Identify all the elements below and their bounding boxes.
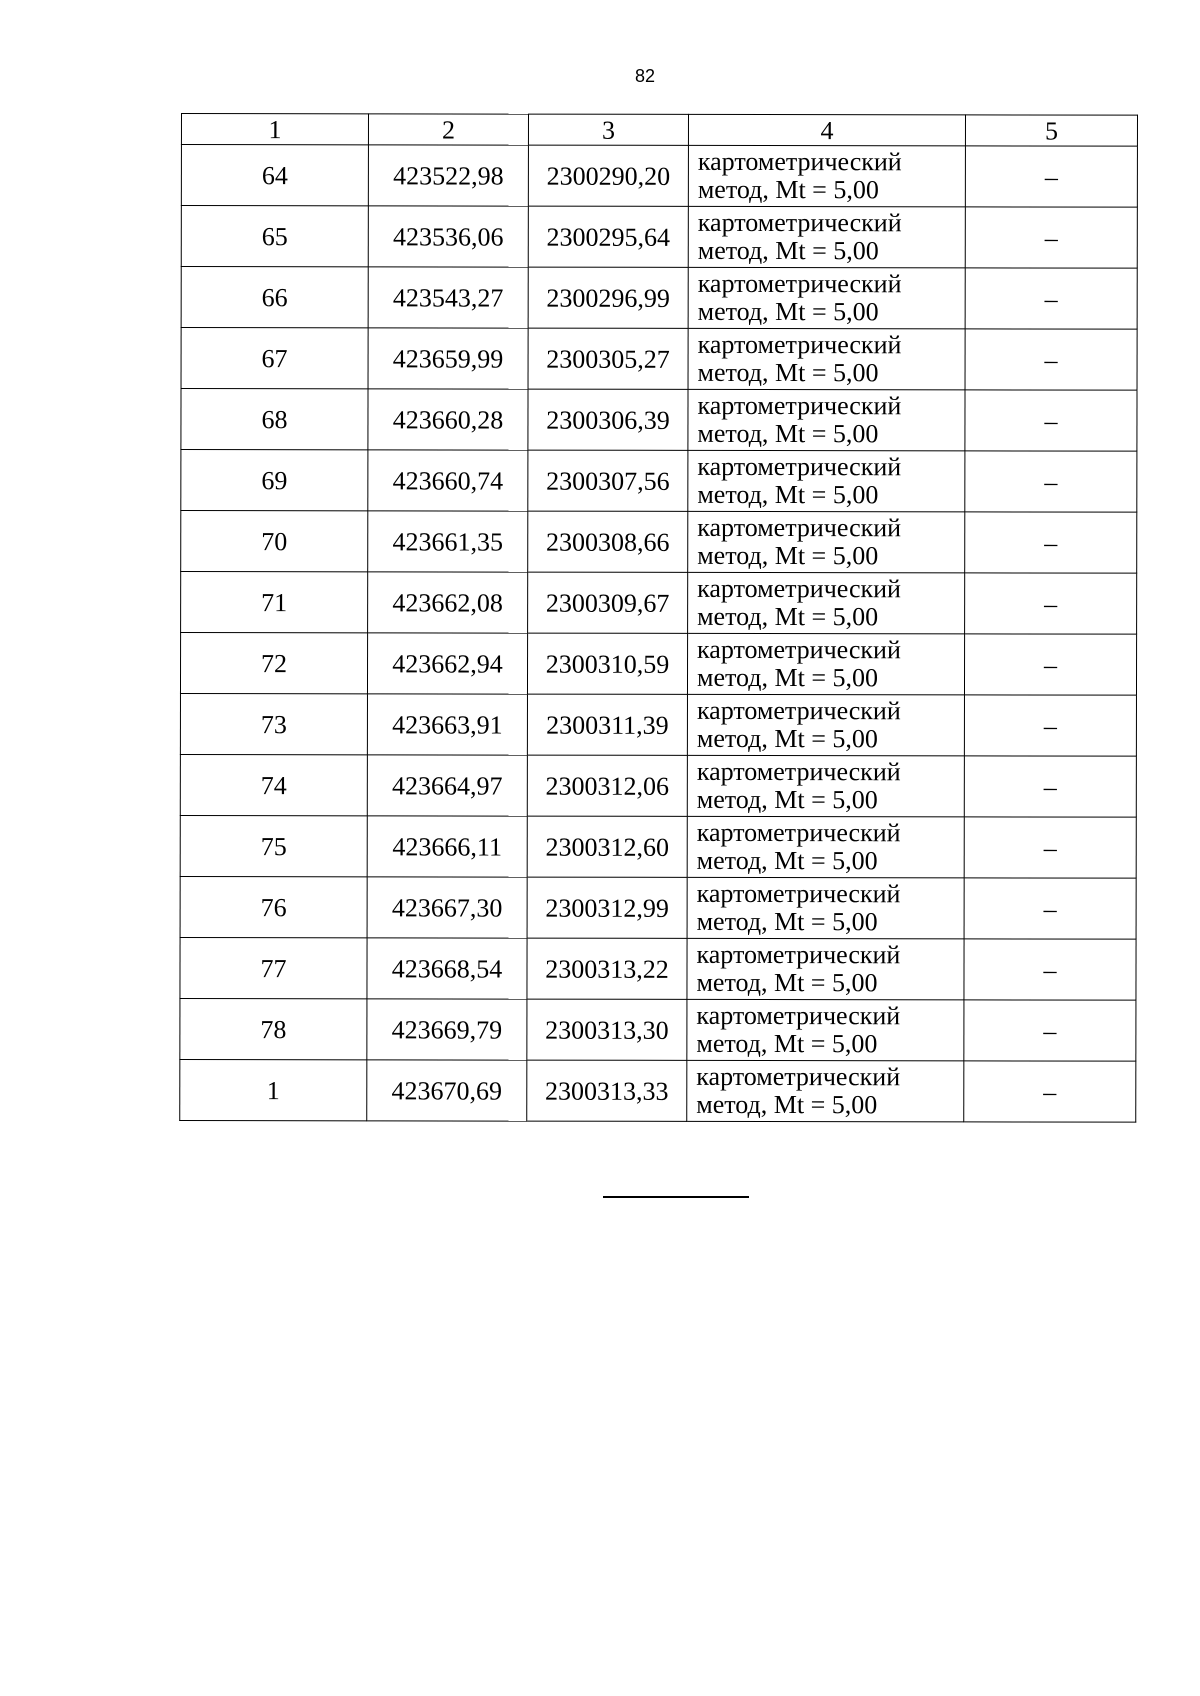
table-row	[181, 450, 1137, 513]
coordinates-table	[179, 113, 1138, 1123]
table-body	[180, 114, 1138, 1123]
method-accuracy-line: метод, Mt = 5,00	[697, 479, 879, 510]
method-cell	[688, 450, 965, 511]
y-coordinate-cell: 2300305,27	[528, 328, 688, 389]
table-row	[180, 754, 1136, 817]
header-cell-4: 4	[688, 114, 965, 145]
method-accuracy-line: метод, Mt = 5,00	[696, 967, 878, 998]
table-row	[181, 206, 1137, 269]
x-coordinate-cell: 423667,30	[367, 877, 527, 938]
method-name-line: картометрический	[697, 390, 902, 421]
point-number-cell: 69	[181, 450, 368, 511]
note-cell: –	[964, 817, 1136, 878]
x-coordinate-cell: 423670,69	[367, 1060, 527, 1121]
method-accuracy-line: метод, Mt = 5,00	[696, 723, 878, 754]
x-coordinate-cell: 423669,79	[367, 999, 527, 1060]
note-cell: –	[965, 207, 1137, 268]
point-number-cell: 77	[180, 937, 367, 998]
y-coordinate-cell: 2300313,33	[527, 1060, 687, 1121]
x-coordinate-cell: 423668,54	[367, 938, 527, 999]
method-cell	[688, 389, 965, 450]
y-coordinate-cell: 2300308,66	[528, 511, 688, 572]
y-coordinate-cell: 2300313,22	[527, 938, 687, 999]
note-cell: –	[964, 878, 1136, 939]
method-cell	[688, 206, 965, 267]
table-row	[181, 328, 1137, 391]
x-coordinate-cell: 423660,74	[368, 450, 528, 511]
point-number-cell: 78	[180, 998, 367, 1059]
point-number-cell: 71	[181, 572, 368, 633]
method-name-line: картометрический	[697, 512, 902, 543]
method-cell	[687, 694, 964, 755]
x-coordinate-cell: 423661,35	[368, 511, 528, 572]
method-name-line: картометрический	[696, 695, 901, 726]
method-name-line: картометрический	[696, 756, 901, 787]
table-row	[181, 572, 1137, 635]
method-name-line: картометрический	[696, 1000, 901, 1031]
table-row	[181, 267, 1137, 330]
note-cell: –	[965, 390, 1137, 451]
y-coordinate-cell: 2300311,39	[527, 694, 687, 755]
method-accuracy-line: метод, Mt = 5,00	[697, 357, 879, 388]
table-row	[180, 633, 1136, 696]
method-accuracy-line: метод, Mt = 5,00	[696, 845, 878, 876]
method-name-line: картометрический	[696, 878, 901, 909]
note-cell: –	[965, 268, 1137, 329]
table-row	[181, 145, 1137, 208]
y-coordinate-cell: 2300296,99	[528, 267, 688, 328]
method-cell	[687, 1060, 964, 1121]
method-accuracy-line: метод, Mt = 5,00	[697, 296, 879, 327]
point-number-cell: 64	[181, 145, 368, 206]
point-number-cell: 66	[181, 267, 368, 328]
method-name-line: картометрический	[697, 207, 902, 238]
method-name-line: картометрический	[697, 268, 902, 299]
method-cell	[688, 145, 965, 206]
note-cell: –	[964, 1000, 1136, 1061]
y-coordinate-cell: 2300312,99	[527, 877, 687, 938]
x-coordinate-cell: 423543,27	[368, 267, 528, 328]
note-cell: –	[965, 451, 1137, 512]
method-accuracy-line: метод, Mt = 5,00	[697, 418, 879, 449]
x-coordinate-cell: 423666,11	[367, 816, 527, 877]
table-header-row	[181, 114, 1137, 147]
note-cell: –	[964, 939, 1136, 1000]
y-coordinate-cell: 2300312,06	[527, 755, 687, 816]
method-accuracy-line: метод, Mt = 5,00	[696, 1028, 878, 1059]
method-cell	[687, 999, 964, 1060]
page-number: 82	[634, 66, 656, 86]
method-name-line: картометрический	[696, 939, 901, 970]
method-accuracy-line: метод, Mt = 5,00	[697, 174, 879, 205]
method-accuracy-line: метод, Mt = 5,00	[697, 601, 879, 632]
table-row	[181, 389, 1137, 452]
point-number-cell: 75	[180, 815, 367, 876]
method-cell	[688, 511, 965, 572]
point-number-cell: 73	[180, 694, 367, 755]
method-cell	[688, 572, 965, 633]
table-row	[181, 511, 1137, 574]
point-number-cell: 65	[181, 206, 368, 267]
method-name-line: картометрический	[697, 329, 902, 360]
note-cell: –	[965, 146, 1137, 207]
x-coordinate-cell: 423659,99	[368, 328, 528, 389]
method-name-line: картометрический	[697, 451, 902, 482]
table-row	[180, 815, 1136, 878]
y-coordinate-cell: 2300295,64	[528, 206, 688, 267]
y-coordinate-cell: 2300290,20	[528, 145, 688, 206]
method-cell	[688, 267, 965, 328]
method-cell	[687, 938, 964, 999]
method-name-line: картометрический	[697, 634, 901, 665]
y-coordinate-cell: 2300312,60	[527, 816, 687, 877]
method-accuracy-line: метод, Mt = 5,00	[696, 1089, 878, 1120]
x-coordinate-cell: 423536,06	[368, 206, 528, 267]
x-coordinate-cell: 423660,28	[368, 389, 528, 450]
y-coordinate-cell: 2300307,56	[528, 450, 688, 511]
note-cell: –	[964, 756, 1136, 817]
method-accuracy-line: метод, Mt = 5,00	[696, 784, 878, 815]
method-cell	[687, 877, 964, 938]
point-number-cell: 68	[181, 389, 368, 450]
method-name-line: картометрический	[696, 1061, 901, 1092]
y-coordinate-cell: 2300313,30	[527, 999, 687, 1060]
table-row	[180, 998, 1136, 1061]
method-cell	[687, 633, 964, 694]
note-cell: –	[964, 634, 1136, 695]
note-cell: –	[965, 512, 1137, 573]
point-number-cell: 1	[180, 1059, 367, 1120]
method-name-line: картометрический	[697, 573, 902, 604]
method-accuracy-line: метод, Mt = 5,00	[696, 662, 879, 693]
table-row	[180, 694, 1136, 757]
y-coordinate-cell: 2300310,59	[527, 633, 687, 694]
header-cell-3: 3	[528, 114, 688, 145]
method-accuracy-line: метод, Mt = 5,00	[697, 540, 879, 571]
table-row	[180, 876, 1136, 939]
method-cell	[687, 755, 964, 816]
point-number-cell: 67	[181, 328, 368, 389]
end-of-document-rule	[603, 1196, 749, 1198]
method-cell	[687, 816, 964, 877]
note-cell: –	[965, 329, 1137, 390]
method-name-line: картометрический	[697, 146, 902, 177]
y-coordinate-cell: 2300306,39	[528, 389, 688, 450]
table-row	[180, 937, 1136, 1000]
header-cell-1: 1	[181, 114, 368, 145]
method-cell	[688, 328, 965, 389]
method-name-line: картометрический	[696, 817, 901, 848]
x-coordinate-cell: 423662,94	[367, 633, 527, 694]
point-number-cell: 76	[180, 876, 367, 937]
method-accuracy-line: метод, Mt = 5,00	[697, 235, 879, 266]
x-coordinate-cell: 423662,08	[368, 572, 528, 633]
x-coordinate-cell: 423664,97	[367, 755, 527, 816]
header-cell-2: 2	[368, 114, 528, 145]
method-accuracy-line: метод, Mt = 5,00	[696, 906, 878, 937]
table-row	[180, 1059, 1136, 1122]
point-number-cell: 74	[180, 754, 367, 815]
note-cell: –	[964, 1061, 1136, 1122]
note-cell: –	[964, 695, 1136, 756]
x-coordinate-cell: 423522,98	[368, 145, 528, 206]
note-cell: –	[965, 573, 1137, 634]
point-number-cell: 72	[180, 633, 367, 694]
x-coordinate-cell: 423663,91	[367, 694, 527, 755]
point-number-cell: 70	[181, 511, 368, 572]
header-cell-5: 5	[965, 115, 1137, 146]
y-coordinate-cell: 2300309,67	[528, 572, 688, 633]
